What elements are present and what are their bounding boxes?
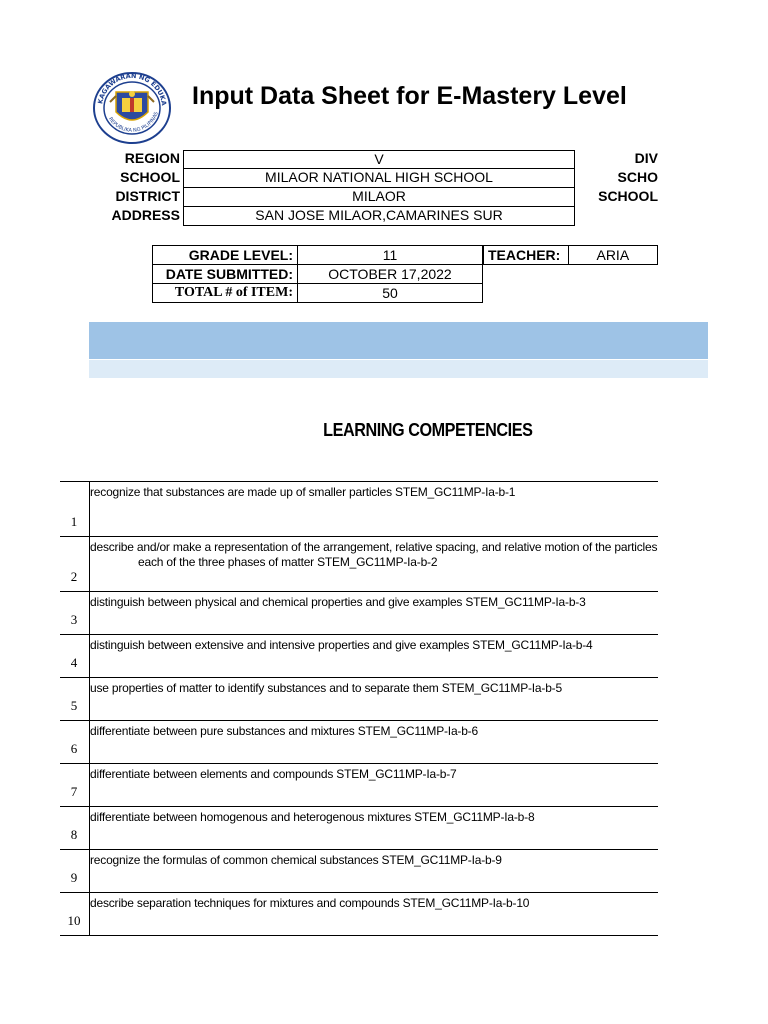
competency-row[interactable] [60, 850, 658, 893]
competency-text [90, 896, 658, 911]
competency-cell[interactable] [89, 807, 658, 850]
competency-text [90, 853, 658, 868]
competency-row[interactable] [60, 537, 658, 592]
region-value[interactable]: V [183, 150, 575, 169]
address-label: ADDRESS [111, 207, 180, 223]
teacher-value[interactable]: ARIA [568, 246, 657, 265]
header-band [89, 322, 708, 359]
competency-text [90, 485, 658, 500]
school-label: SCHOOL [120, 169, 180, 185]
grade-info-table [152, 245, 483, 303]
learning-competencies-heading: LEARNING COMPETENCIES [323, 420, 533, 440]
competency-cell[interactable] [89, 537, 658, 592]
competency-text [90, 724, 658, 739]
competency-text-line1: differentiate between homogenous and heterogenous mixtures STEM_GC11MP-Ia-b-8 [90, 810, 535, 824]
competency-row[interactable] [60, 592, 658, 635]
teacher-label: TEACHER: [484, 246, 569, 265]
school-value[interactable]: MILAOR NATIONAL HIGH SCHOOL [183, 169, 575, 188]
total-items-label: TOTAL # of ITEM: [153, 284, 298, 303]
competency-cell[interactable] [89, 678, 658, 721]
competency-cell[interactable] [89, 721, 658, 764]
competency-text-line1: use properties of matter to identify substances and to separate them STEM_GC11MP-Ia-b-5 [90, 681, 562, 695]
competency-text-line1: distinguish between extensive and intensive properties and give examples STEM_GC11MP-Ia-b-4 [90, 638, 593, 652]
district-value[interactable]: MILAOR [183, 188, 575, 207]
district-label: DISTRICT [115, 188, 180, 204]
competency-list [60, 481, 658, 936]
competency-row[interactable] [60, 635, 658, 678]
competency-text-line1: recognize the formulas of common chemical substances STEM_GC11MP-Ia-b-9 [90, 853, 502, 867]
competency-number: 2 [70, 569, 78, 584]
date-submitted-value[interactable]: OCTOBER 17,2022 [298, 265, 483, 284]
competency-text [90, 767, 658, 782]
competency-row[interactable] [60, 678, 658, 721]
competency-number: 9 [70, 870, 78, 885]
competency-text [90, 638, 658, 653]
competency-cell[interactable] [89, 850, 658, 893]
date-submitted-label: DATE SUBMITTED: [153, 265, 298, 284]
competency-text-line1: describe and/or make a representation of the arrangement, relative spacing, and relative motion of the particles [90, 540, 658, 554]
svg-text:KAGAWARAN NG EDUKASYON: KAGAWARAN NG EDUKA [96, 72, 168, 107]
page-title: Input Data Sheet for E-Mastery Level [192, 82, 627, 110]
competency-cell[interactable] [89, 764, 658, 807]
competency-number: 6 [70, 741, 78, 756]
competency-cell[interactable] [89, 482, 658, 537]
competency-row[interactable] [60, 481, 658, 537]
competency-number: 5 [70, 698, 78, 713]
competency-text-line1: describe separation techniques for mixtures and compounds STEM_GC11MP-Ia-b-10 [90, 896, 530, 910]
competency-text [90, 540, 658, 570]
school-head-label: SCHOOL [598, 188, 658, 204]
competency-text-line1: recognize that substances are made up of smaller particles STEM_GC11MP-Ia-b-1 [90, 485, 516, 499]
division-label: DIV [634, 150, 658, 166]
competency-text [90, 810, 658, 825]
competency-text-line2: each of the three phases of matter STEM_GC11MP-Ia-b-2 [138, 555, 438, 569]
svg-text:REPUBLIKA NG PILIPINAS: REPUBLIKA NG PILIPINAS [107, 111, 160, 134]
competency-cell[interactable] [89, 893, 658, 936]
competency-text-line1: differentiate between elements and compounds STEM_GC11MP-Ia-b-7 [90, 767, 457, 781]
competency-row[interactable] [60, 807, 658, 850]
subheader-band [89, 360, 708, 378]
competency-row[interactable] [60, 721, 658, 764]
grade-level-label: GRADE LEVEL: [153, 246, 298, 265]
grade-level-value[interactable]: 11 [298, 246, 483, 265]
total-items-value[interactable]: 50 [298, 284, 483, 303]
competency-text [90, 595, 658, 610]
competency-number: 1 [70, 514, 78, 529]
competency-number: 8 [70, 827, 78, 842]
competency-cell[interactable] [89, 635, 658, 678]
competency-text-line1: differentiate between pure substances and mixtures STEM_GC11MP-Ia-b-6 [90, 724, 478, 738]
competency-number: 7 [70, 784, 78, 799]
competency-number: 10 [67, 913, 81, 928]
region-label: REGION [124, 150, 180, 166]
school-id-label: SCHO [617, 169, 658, 185]
competency-cell[interactable] [89, 592, 658, 635]
competency-row[interactable] [60, 893, 658, 936]
competency-text-line1: distinguish between physical and chemical properties and give examples STEM_GC11MP-Ia-b-3 [90, 595, 586, 609]
deped-seal-logo [92, 72, 172, 144]
address-value[interactable]: SAN JOSE MILAOR,CAMARINES SUR [183, 207, 575, 226]
competency-row[interactable] [60, 764, 658, 807]
competency-number: 3 [70, 612, 78, 627]
competency-number: 4 [70, 655, 78, 670]
competency-text [90, 681, 658, 696]
teacher-cell [483, 245, 658, 265]
